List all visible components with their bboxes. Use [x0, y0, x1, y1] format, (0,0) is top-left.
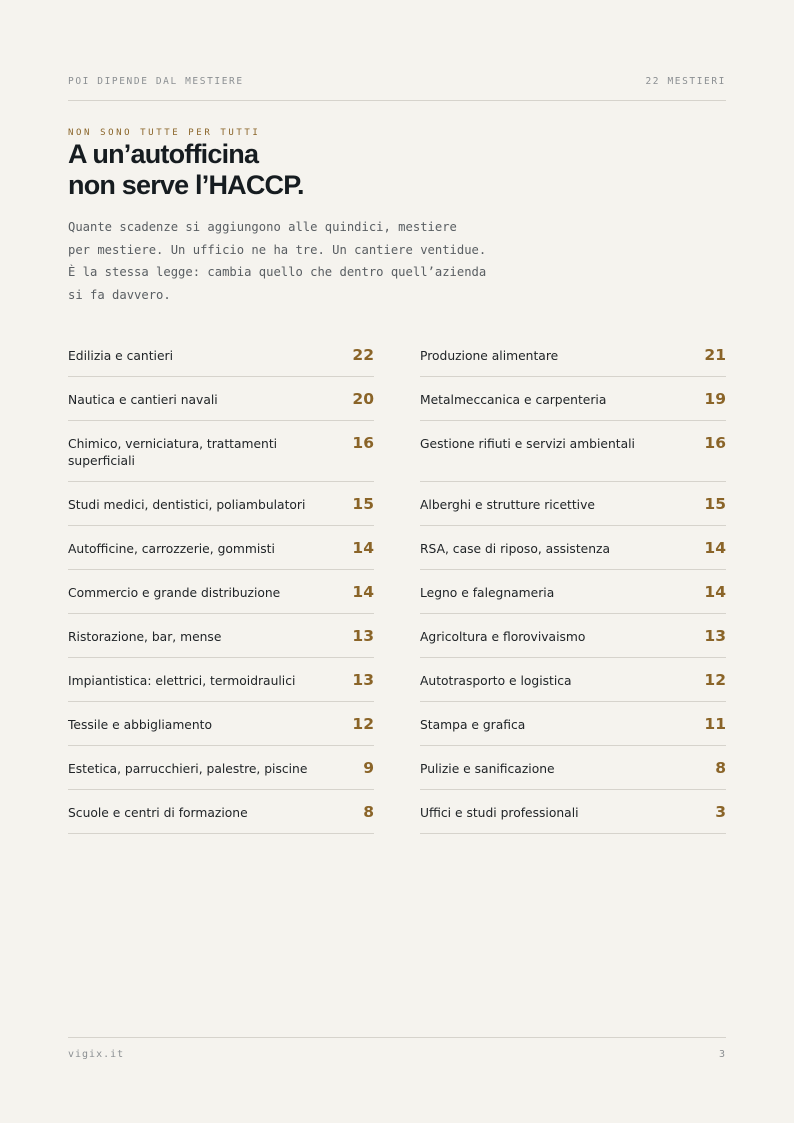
trade-row — [68, 790, 374, 834]
trade-count: 14 — [704, 583, 726, 601]
trade-row — [420, 482, 726, 526]
trade-count-label: 22 MESTIERI — [645, 76, 726, 87]
eyebrow: NON SONO TUTTE PER TUTTI — [68, 128, 261, 138]
running-header — [68, 76, 726, 87]
trade-row — [420, 746, 726, 790]
trade-count: 16 — [704, 434, 726, 452]
trade-name: RSA, case di riposo, assistenza — [420, 542, 611, 556]
trade-name: Edilizia e cantieri — [68, 349, 173, 363]
trade-row — [68, 702, 374, 746]
trade-row — [68, 746, 374, 790]
trade-count: 19 — [704, 390, 726, 408]
trade-count: 13 — [352, 671, 374, 689]
trade-count: 16 — [352, 434, 374, 452]
trade-count: 9 — [363, 759, 374, 777]
trade-count: 22 — [352, 346, 374, 364]
trade-count: 14 — [352, 539, 374, 557]
trade-row — [420, 658, 726, 702]
footer-divider — [68, 1037, 726, 1038]
trade-count: 12 — [352, 715, 374, 733]
trade-row — [420, 614, 726, 658]
intro-line: Quante scadenze si aggiungono alle quindici, mestiere — [68, 220, 457, 234]
page-title — [68, 139, 568, 201]
trade-name: Alberghi e strutture ricettive — [420, 498, 595, 512]
trade-name: Ristorazione, bar, mense — [68, 630, 222, 644]
section-label: POI DIPENDE DAL MESTIERE — [68, 76, 244, 87]
trade-row — [68, 614, 374, 658]
trade-count: 13 — [704, 627, 726, 645]
trade-count: 12 — [704, 671, 726, 689]
intro-line: per mestiere. Un ufficio ne ha tre. Un cantiere ventidue. — [68, 242, 487, 257]
trade-name: Estetica, parrucchieri, palestre, piscine — [68, 762, 308, 776]
trade-row — [420, 526, 726, 570]
trade-count: 15 — [352, 495, 374, 513]
trade-name: Autofficine, carrozzerie, gommisti — [68, 542, 275, 556]
trade-name: Scuole e centri di formazione — [68, 806, 248, 820]
trade-row — [420, 421, 726, 482]
trade-count: 3 — [715, 803, 726, 821]
header-divider — [68, 100, 726, 101]
trades-list-right — [420, 333, 726, 834]
trade-name: Produzione alimentare — [420, 349, 559, 363]
trade-name: Tessile e abbigliamento — [68, 718, 213, 732]
trade-name: Chimico, verniciatura, trattamenti superficiali — [68, 437, 278, 468]
trade-count: 11 — [704, 715, 726, 733]
trade-row — [68, 333, 374, 377]
trade-count: 21 — [704, 346, 726, 364]
trade-name: Legno e falegnameria — [420, 586, 555, 600]
trades-list-left — [68, 333, 374, 834]
trade-name: Metalmeccanica e carpenteria — [420, 393, 607, 407]
trade-name: Impiantistica: elettrici, termoidraulici — [68, 674, 296, 688]
page-footer — [68, 1049, 726, 1060]
trade-count: 14 — [704, 539, 726, 557]
trade-count: 8 — [715, 759, 726, 777]
title-line-1: A un’autofficina — [68, 139, 259, 169]
trade-count: 20 — [352, 390, 374, 408]
trade-name: Commercio e grande distribuzione — [68, 586, 281, 600]
trade-row — [420, 790, 726, 834]
trade-name: Pulizie e sanificazione — [420, 762, 555, 776]
intro-line: si fa davvero. — [68, 288, 171, 303]
trade-row — [68, 658, 374, 702]
site-link[interactable]: vigix.it — [68, 1049, 125, 1060]
trade-name: Stampa e grafica — [420, 718, 526, 732]
intro-line: È la stessa legge: cambia quello che dentro quell’azienda — [68, 265, 487, 280]
trade-name: Uffici e studi professionali — [420, 806, 579, 820]
trade-count: 8 — [363, 803, 374, 821]
trade-name: Studi medici, dentistici, poliambulatori — [68, 498, 306, 512]
trade-row — [420, 377, 726, 421]
trade-count: 14 — [352, 583, 374, 601]
trade-name: Gestione rifiuti e servizi ambientali — [420, 437, 635, 451]
trade-row — [68, 482, 374, 526]
page — [68, 0, 726, 1123]
trade-count: 13 — [352, 627, 374, 645]
trade-count: 15 — [704, 495, 726, 513]
intro-paragraph — [68, 216, 488, 307]
trade-name: Agricoltura e florovivaismo — [420, 630, 586, 644]
trade-name: Nautica e cantieri navali — [68, 393, 218, 407]
trade-row — [420, 333, 726, 377]
trade-row — [420, 702, 726, 746]
trade-row — [420, 570, 726, 614]
page-number: 3 — [718, 1049, 726, 1060]
trade-row — [68, 526, 374, 570]
title-line-2: non serve l’HACCP. — [68, 170, 304, 200]
trade-row — [68, 421, 374, 482]
trade-row — [68, 377, 374, 421]
trade-row — [68, 570, 374, 614]
trade-name: Autotrasporto e logistica — [420, 674, 572, 688]
